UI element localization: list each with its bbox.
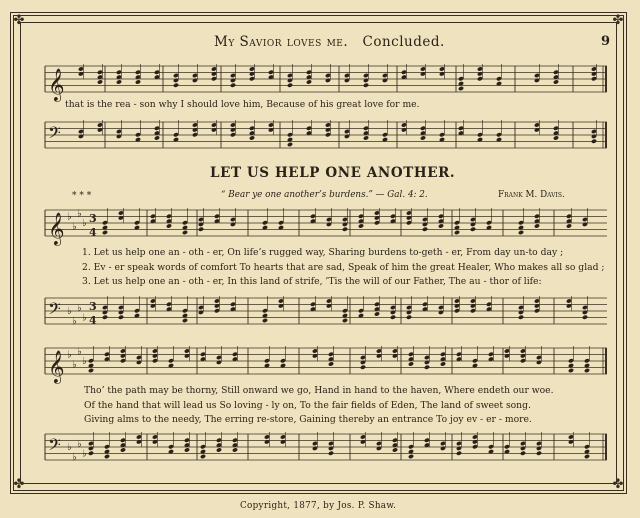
svg-text:♭: ♭ [77,438,82,450]
svg-text:♭: ♭ [72,451,77,463]
verse-line-6: Giving alms to the needy, The erring re-store, Gaining thereby an entrance To joy ev - er - more. [84,414,532,425]
svg-text:♭: ♭ [77,302,82,314]
copyright-notice: Copyright, 1877, by Jos. P. Shaw. [240,501,397,511]
hymn-composer: Frank M. Davis. [498,190,565,200]
corner-ornament-bottom-left: ✤ [13,477,25,492]
staff-bass-system2 [45,430,607,466]
svg-text:♭: ♭ [82,448,87,460]
svg-text:𝄢: 𝄢 [48,122,61,147]
page-header [214,34,445,50]
svg-text:𝄞: 𝄞 [48,68,65,101]
svg-text:3: 3 [89,300,97,313]
staff-treble-section1 [45,62,607,101]
svg-text:♭: ♭ [77,208,82,220]
svg-text:♭: ♭ [67,442,72,453]
verse-line-3: 3. Let us help one an - oth - er, In this land of strife, ’Tis the will of our Father, The au - thor of life: [82,276,542,287]
staff-bass-section1 [45,118,607,154]
svg-text:♭: ♭ [82,356,87,367]
svg-text:♭: ♭ [82,218,87,229]
svg-text:4: 4 [89,226,97,239]
svg-text:♭: ♭ [77,346,82,358]
svg-text:3: 3 [89,212,97,225]
song-status: Concluded. [362,34,445,50]
verse-line-1: 1. Let us help one an - oth - er, On life’s rugged way, Sharing burdens to-geth - er, From day un-to day ; [82,247,564,258]
svg-text:𝄢: 𝄢 [48,298,61,323]
hymn-title: LET US HELP ONE ANOTHER. [210,165,456,181]
hymn-stars: * * * [72,191,92,201]
svg-text:♭: ♭ [67,306,72,317]
verse-line-2: 2. Ev - er speak words of comfort To hearts that are sad, Speak of him the great Healer, Who makes all so glad ; [82,262,605,273]
page-number: 9 [601,34,611,49]
svg-text:♭: ♭ [72,359,77,371]
svg-text:𝄞: 𝄞 [48,350,65,383]
svg-text:♭: ♭ [67,211,72,223]
corner-ornament-bottom-right: ✤ [612,477,624,492]
lyric-line-section1: that is the rea - son why I should love him, Because of his great love for me. [65,99,420,110]
svg-text:♭: ♭ [82,312,87,324]
verse-line-4: Tho’ the path may be thorny, Still onward we go, Hand in hand to the haven, Where endeth our woe. [84,385,554,396]
hymn-epigraph: “ Bear ye one another’s burdens.” — Gal. 4: 2. [221,190,428,200]
corner-ornament-top-right: ✤ [612,13,624,28]
svg-text:𝄞: 𝄞 [48,212,65,245]
song-title: My Savior loves me. [214,34,349,50]
verse-line-5: Of the hand that will lead us So loving - ly on, To the fair fields of Eden, The land of sweet song. [84,400,531,411]
staff-treble-system2 [45,344,607,383]
staff-bass-system1 [45,294,607,330]
svg-text:4: 4 [89,314,97,327]
corner-ornament-top-left: ✤ [13,13,25,28]
svg-text:♭: ♭ [72,315,77,327]
staff-treble-system1 [45,206,607,245]
svg-text:♭: ♭ [72,221,77,233]
svg-text:𝄢: 𝄢 [48,434,61,459]
svg-text:♭: ♭ [67,349,72,361]
